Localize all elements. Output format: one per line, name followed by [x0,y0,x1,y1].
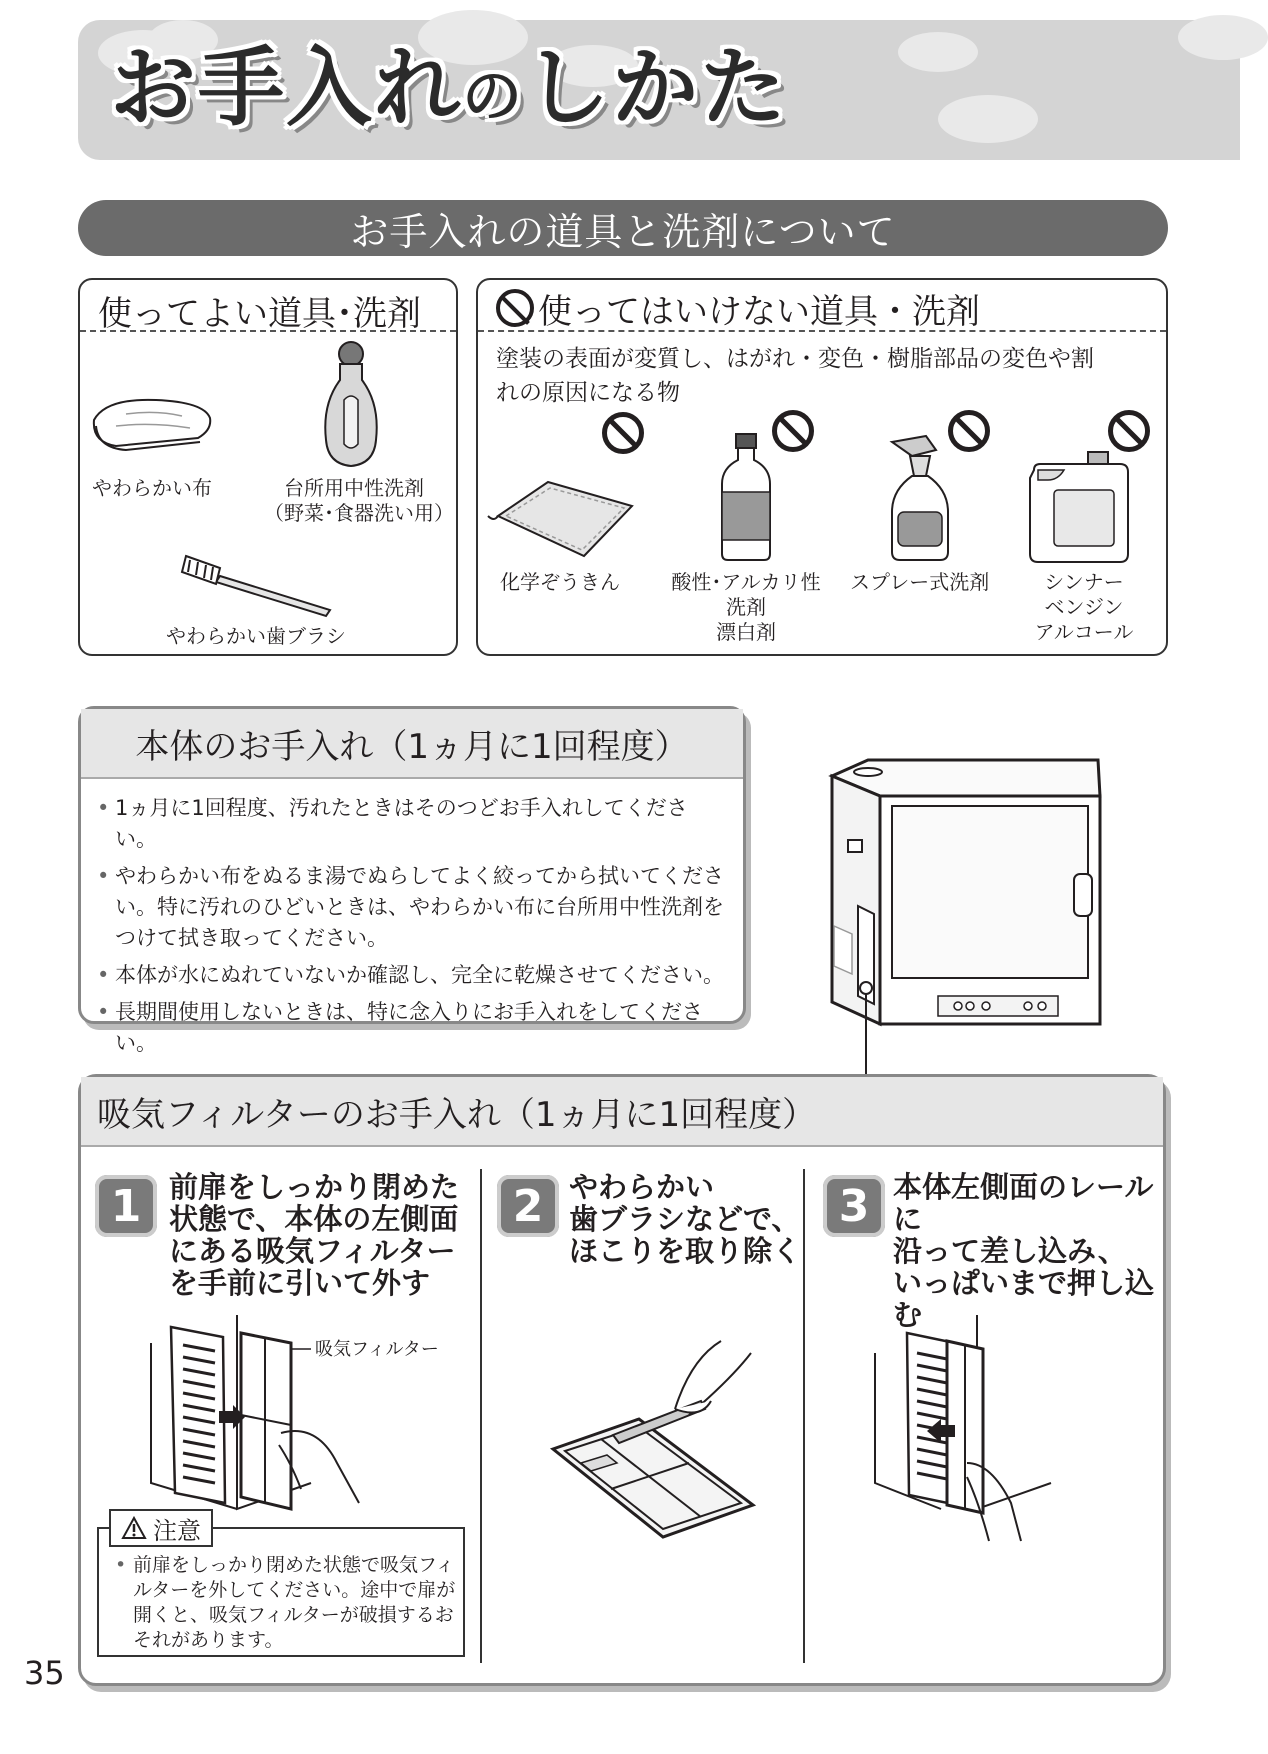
ng-item-label: 化学ぞうきん [500,570,620,594]
ok-item-label: やわらかい歯ブラシ [166,624,346,648]
ok-item-label: 台所用中性洗剤 （野菜･食器洗い用） [264,476,454,525]
prohibited-icon [496,289,534,327]
chemical-bottle-icon [718,432,774,562]
list-item: • やわらかい布をぬるま湯でぬらしてよく絞ってから拭いてください。特に汚れのひどいときは、やわらかい布に台所用中性洗剤をつけて拭き取ってください。 [97,861,729,954]
ng-tools-box [476,278,1168,656]
solvent-tank-icon [1024,450,1134,566]
warning-icon [121,1516,147,1540]
toothbrush-icon [180,550,340,620]
soft-cloth-icon [86,390,216,460]
step-divider [803,1169,805,1663]
chemical-cloth-icon [486,476,636,560]
cloud-decoration [1178,15,1268,60]
cloud-decoration [938,95,1038,143]
filter-care-heading: 吸気フィルターのお手入れ（1ヵ月に1回程度） [81,1077,1163,1147]
detergent-bottle-icon [316,340,386,470]
page-title: お手入れのしかた [110,38,788,138]
step-number-2: 2 [497,1175,559,1237]
body-care-box [78,706,746,1055]
ng-item-label: シンナー ベンジン アルコール [1034,570,1134,644]
ng-item-label: スプレー式洗剤 [850,570,990,594]
ng-description: 塗装の表面が変質し、はがれ・変色・樹脂部品の変色や割 れの原因になる物 [496,346,1094,406]
dish-dryer-illustration [828,756,1108,1076]
filter-care-box [78,1074,1166,1686]
body-care-list [81,779,743,1059]
ng-item-label: 酸性･アルカリ性 洗剤 漂白剤 [671,570,821,644]
prohibited-icon [1108,410,1150,452]
ng-tools-heading: 使ってはいけない道具・洗剤 [478,280,1166,332]
filter-label: 吸気フィルター [315,1339,439,1360]
filter-insert-illustration [871,1313,1081,1543]
cloud-decoration [898,32,978,72]
step-number-3: 3 [823,1175,885,1237]
caution-box [97,1516,465,1657]
prohibited-icon [602,412,644,454]
spray-bottle-icon [886,432,956,562]
page-number: 35 [24,1654,65,1692]
step-3-text: 本体左側面のレールに 沿って差し込み、 いっぱいまで押し込む [893,1170,1155,1332]
prohibited-icon [772,410,814,452]
ok-tools-box [78,278,458,656]
list-item: • 長期間使用しないときは、特に念入りにお手入れをしてください。 [97,997,729,1059]
step-1-text: 前扉をしっかり閉めた 状態で、本体の左側面 にある吸気フィルター を手前に引いて外す [169,1170,460,1300]
ok-tools-heading: 使ってよい道具･洗剤 [80,280,456,332]
section-title: お手入れの道具と洗剤について [78,200,1168,256]
caution-text: • 前扉をしっかり閉めた状態で吸気フィルターを外してください。途中で扉が開くと、吸気フィルターが破損するおそれがあります。 [111,1553,459,1653]
list-item: • 本体が水にぬれていないか確認し、完全に乾燥させてください。 [97,960,729,991]
filter-brushing-illustration [551,1339,771,1539]
ok-item-label: やわらかい布 [92,476,212,500]
step-number-1: 1 [95,1175,157,1237]
step-divider [480,1169,482,1663]
caution-tag: 注意 [109,1509,213,1547]
step-2-text: やわらかい 歯ブラシなどで、 ほこりを取り除く [569,1170,802,1268]
list-item: • 1ヵ月に1回程度、汚れたときはそのつどお手入れしてください。 [97,793,729,855]
body-care-heading: 本体のお手入れ（1ヵ月に1回程度） [81,709,743,779]
